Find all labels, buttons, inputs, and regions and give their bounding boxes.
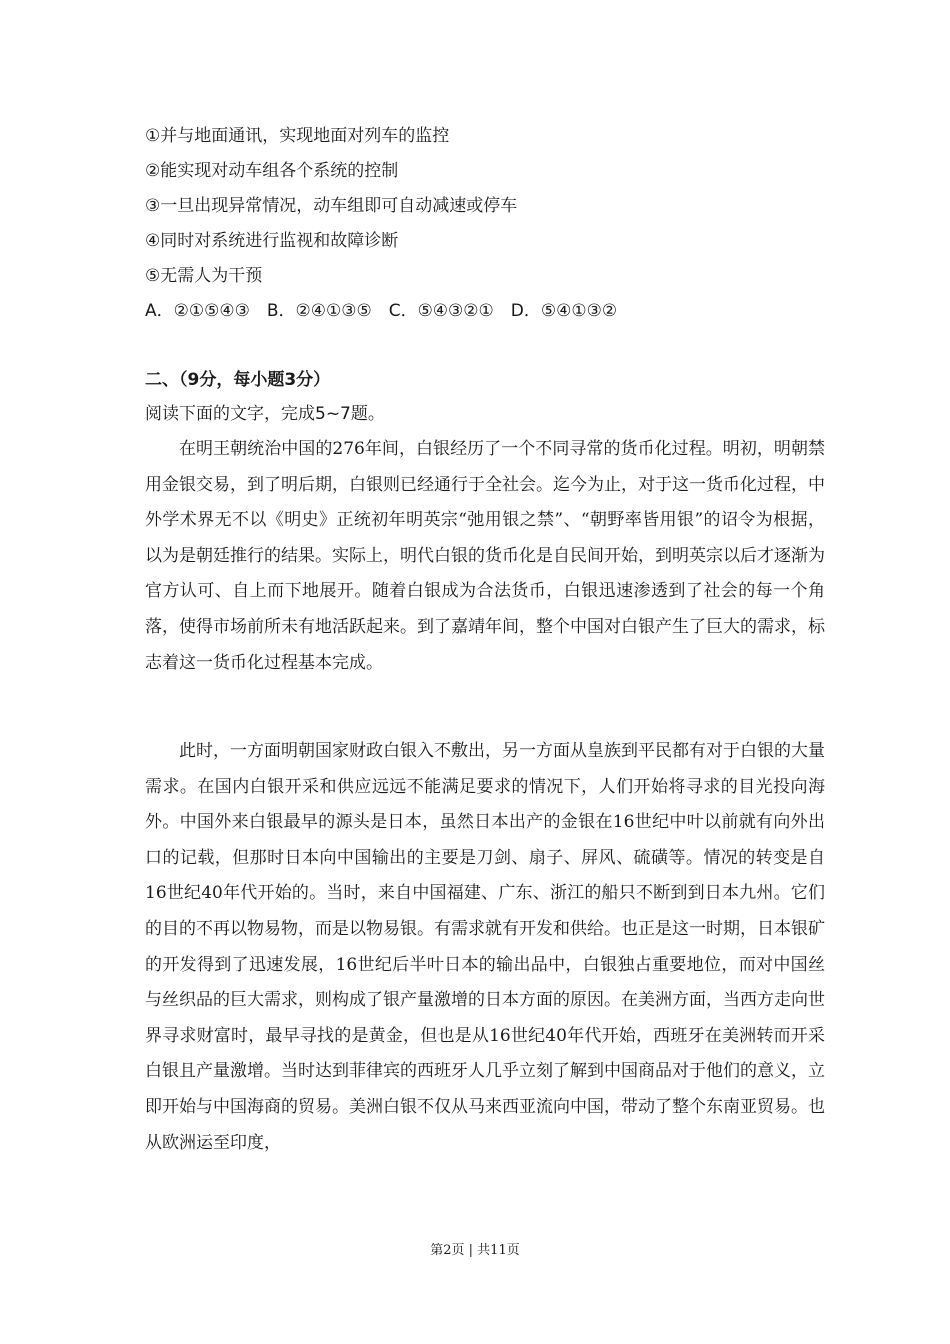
option-item-4: ④同时对系统进行监视和故障诊断 [145,231,399,251]
option-item-3: ③一旦出现异常情况，动车组即可自动减速或停车 [145,196,518,216]
passage-paragraph-2: 此时，一方面明朝国家财政白银入不敷出，另一方面从皇族到平民都有对于白银的大量需求。在国内白银开采和供应远远不能满足要求的情况下，人们开始将寻求的目光投向海外。中国外来白银最早的源头是日本，虽然日本出产的金银在16世纪中叶以前就有向外出口的记载，但那时日本向中国输出的主要是刀剑、扇子、屏风、硫磺等。情况的转变是自16世纪40年代开始的。当时，来自中国福建、广东、浙江的船只不断到到日本九州。它们的目的不再以物易物，而是以物易银。有需求就有开发和供给。也正是这一时期，日本银矿的开发得到了迅速发展，16世纪后半叶日本的输出品中，白银独占重要地位，而对中国丝与丝织品的巨大需求，则构成了银产量激增的日本方面的原因。在美洲方面，当西方走向世界寻求财富时，最早寻找的是黄金，但也是从16世纪40年代开始，西班牙在美洲转而开采白银且产量激增。当时达到菲律宾的西班牙人几乎立刻了解到中国商品对于他们的意义，立即开始与中国海商的贸易。美洲白银不仅从马来西亚流向中国，带动了整个东南亚贸易。也从欧洲运至印度， [145,741,825,1153]
answer-choices: A．②①⑤④③ B．②④①③⑤ C．⑤④③②① D．⑤④①③② [145,301,618,321]
option-item-1: ①并与地面通讯，实现地面对列车的监控 [145,126,450,146]
section-instruction: 阅读下面的文字，完成5~7题。 [145,404,385,424]
page-footer: 第2页 | 共11页 [430,1243,520,1258]
option-item-5: ⑤无需人为干预 [145,266,263,286]
option-item-2: ②能实现对动车组各个系统的控制 [145,161,399,181]
passage-paragraph-1: 在明王朝统治中国的276年间，白银经历了一个不同寻常的货币化过程。明初，明朝禁用金银交易，到了明后期，白银则已经通行于全社会。迄今为止，对于这一货币化过程，中外学术界无不以《明史》正统初年明英宗“弛用银之禁”、“朝野率皆用银”的诏令为根据，以为是朝廷推行的结果。实际上，明代白银的货币化是自民间开始，到明英宗以后才逐渐为官方认可、自上而下地展开。随着白银成为合法货币，白银迅速渗透到了社会的每一个角落，使得市场前所未有地活跃起来。到了嘉靖年间，整个中国对白银产生了巨大的需求，标志着这一货币化过程基本完成。 [145,439,825,673]
section-heading: 二、（9分，每小题3分） [145,370,331,390]
